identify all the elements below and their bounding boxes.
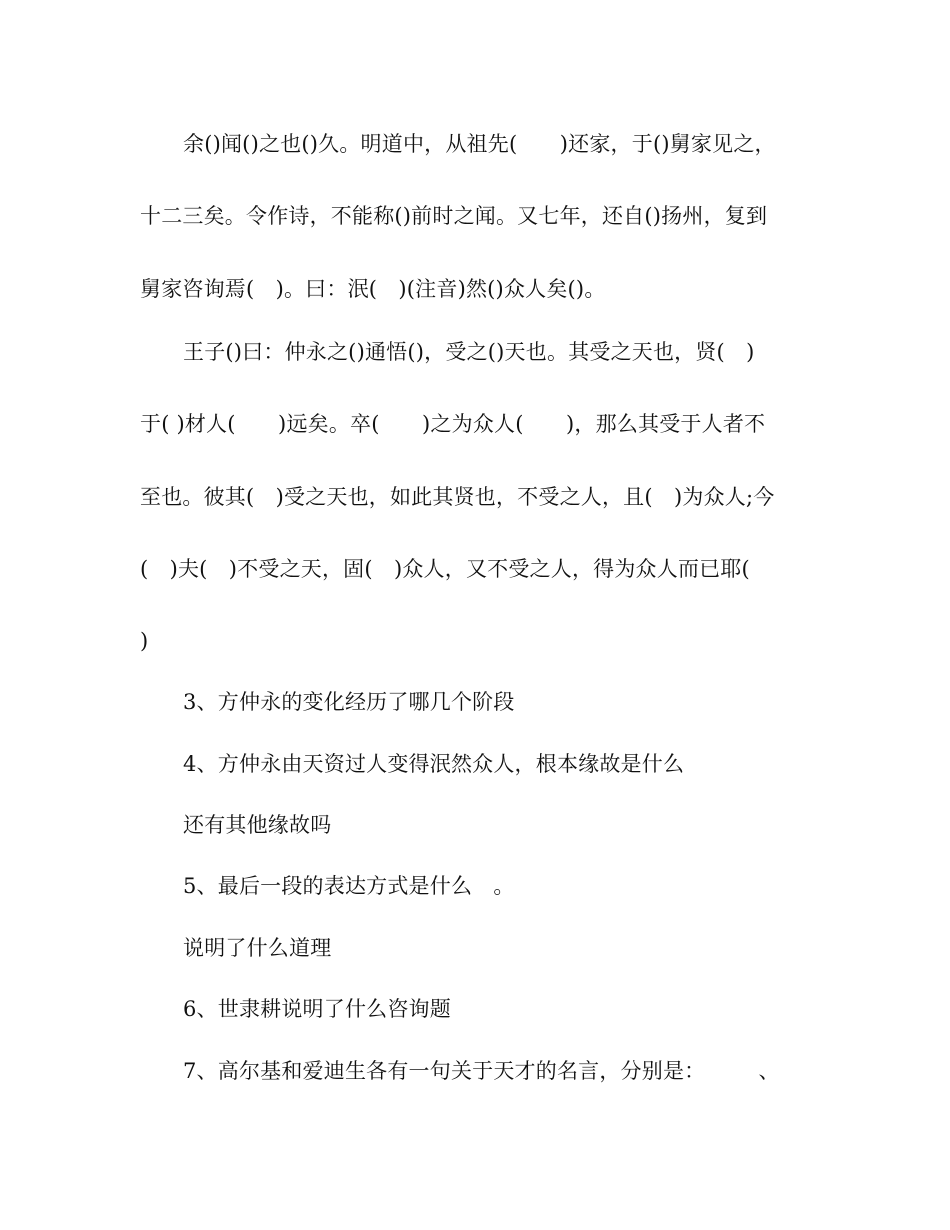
question-3: 3、方仲永的变化经历了哪几个阶段 bbox=[183, 690, 515, 714]
question-7: 7、高尔基和爱迪生各有一句关于天才的名言，分别是： 、 bbox=[183, 1059, 780, 1083]
question-5-followup: 说明了什么道理 bbox=[183, 936, 332, 960]
paragraph-2-line-5: ) bbox=[140, 629, 149, 653]
paragraph-1-line-2: 十二三矣。令作诗，不能称()前时之闻。又七年，还自()扬州，复到 bbox=[140, 204, 768, 228]
paragraph-1-line-3: 舅家咨询焉( )。曰：泯( )(注音)然()众人矣()。 bbox=[140, 277, 606, 301]
paragraph-1-line-1: 余()闻()之也()久。明道中，从祖先( )还家，于()舅家见之， bbox=[183, 132, 776, 156]
paragraph-2-line-2: 于( )材人( )远矣。卒( )之为众人( )，那么其受于人者不 bbox=[140, 412, 766, 436]
paragraph-2-line-4: ( )夫( )不受之天，固( )众人，又不受之人，得为众人而已耶( bbox=[140, 557, 750, 581]
question-4-followup: 还有其他缘故吗 bbox=[183, 813, 332, 837]
question-5: 5、最后一段的表达方式是什么 。 bbox=[183, 874, 515, 898]
question-4: 4、方仲永由天资过人变得泯然众人，根本缘故是什么 bbox=[183, 752, 685, 776]
paragraph-2-line-1: 王子()曰：仲永之()通悟()，受之()天也。其受之天也，贤( ) bbox=[183, 340, 755, 364]
paragraph-2-line-3: 至也。彼其( )受之天也，如此其贤也，不受之人，且( )为众人;今 bbox=[140, 485, 775, 509]
question-6: 6、世隶耕说明了什么咨询题 bbox=[183, 997, 451, 1021]
